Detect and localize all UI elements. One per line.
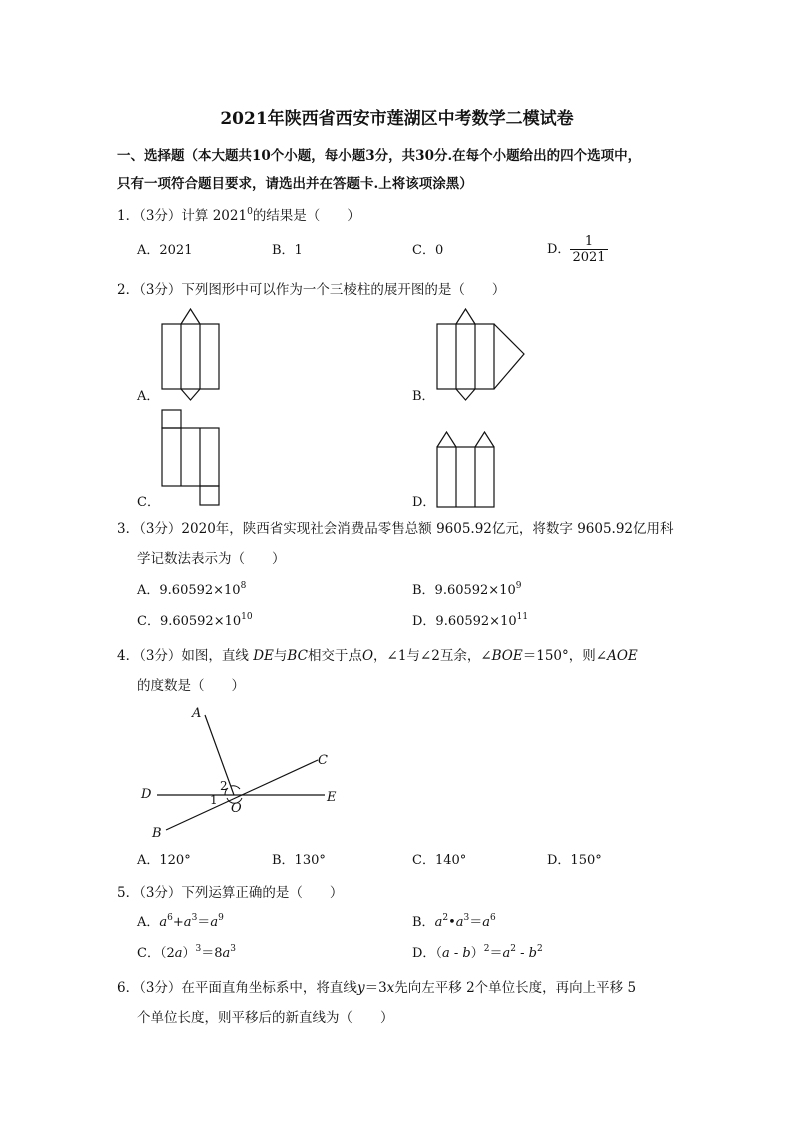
net-figure-c xyxy=(150,402,240,512)
q5-option-b[interactable]: B．$a^2•a^3=a^6$ xyxy=(412,913,496,930)
q4-option-d[interactable]: D．150° xyxy=(547,853,602,868)
section-heading-line2: 只有一项符合题目要求，请选出并在答题卡.上将该项涂黑） xyxy=(117,176,473,192)
q4-option-a[interactable]: A．120° xyxy=(137,853,191,868)
q2-option-c[interactable]: C． xyxy=(137,495,160,510)
label-o: O xyxy=(231,801,242,816)
question-2-stem: 2．（3分）下列图形中可以作为一个三棱柱的展开图的是（ ） xyxy=(117,282,506,298)
q2-option-b[interactable]: B． xyxy=(412,389,435,404)
label-angle-1: 1 xyxy=(210,793,218,807)
q3-option-a[interactable]: A．$9.60592\times 10^8$ xyxy=(137,581,247,598)
q1-option-b[interactable]: B．1 xyxy=(272,243,303,258)
q5-option-d[interactable]: D．$(a - b)^2=a^2 - b^2$ xyxy=(412,944,543,961)
question-3-line2: 学记数法表示为（ ） xyxy=(137,551,286,567)
label-angle-2: 2 xyxy=(220,779,228,793)
question-6-line2: 个单位长度，则平移后的新直线为（ ） xyxy=(137,1010,394,1026)
q4-option-c[interactable]: C．140° xyxy=(412,853,467,868)
q4-option-b[interactable]: B．130° xyxy=(272,853,326,868)
question-3-line1: 3．（3分）2020年，陕西省实现社会消费品零售总额 9605.92亿元，将数字 9605.92亿用科 xyxy=(117,521,674,537)
question-6-line1: 6．（3分）在平面直角坐标系中，将直线y＝3x先向左平移 2个单位长度，再向上平移 5 xyxy=(117,980,637,996)
q2-option-d[interactable]: D． xyxy=(412,495,436,510)
section-heading-line1: 一、选择题（本大题共10个小题，每小题3分，共30分.在每个小题给出的四个选项中， xyxy=(117,148,642,164)
question-4-line1: 4．（3分）如图，直线 DE与BC相交于点O，∠1与∠2互余，∠BOE＝150°，则∠AOE xyxy=(117,648,638,664)
label-b: B xyxy=(152,826,162,841)
net-figure-b xyxy=(425,305,535,405)
label-a: A xyxy=(192,706,202,721)
question-4-line2: 的度数是（ ） xyxy=(137,678,245,694)
q1-option-c[interactable]: C．0 xyxy=(412,243,444,258)
q5-option-a[interactable]: A．$a^6+a^3=a^9$ xyxy=(137,913,224,930)
label-c: C xyxy=(318,753,328,768)
q1-option-a[interactable]: A．2021 xyxy=(137,243,193,258)
net-figure-d xyxy=(425,420,515,515)
q3-option-d[interactable]: D．$9.60592\times 10^{11}$ xyxy=(412,612,529,629)
angle-figure xyxy=(130,700,360,845)
label-d: D xyxy=(141,787,152,802)
page-title: 2021年陕西省西安市莲湖区中考数学二模试卷 xyxy=(220,109,574,129)
q2-option-a[interactable]: A． xyxy=(137,389,160,404)
q3-option-b[interactable]: B．$9.60592\times 10^9$ xyxy=(412,581,522,598)
question-1-stem: 1．（3分）计算 2021$^0$的结果是（ ） xyxy=(117,207,361,224)
net-figure-a xyxy=(150,305,240,405)
question-5-stem: 5．（3分）下列运算正确的是（ ） xyxy=(117,885,344,901)
q3-option-c[interactable]: C．$9.60592\times 10^{10}$ xyxy=(137,612,253,629)
label-e: E xyxy=(327,790,337,805)
fraction: $\frac{1}{2021}$ xyxy=(572,234,606,265)
q1-option-d[interactable]: D． $\frac{1}{2021}$ xyxy=(547,234,606,265)
q5-option-c[interactable]: C．$(2a)^3=8a^3$ xyxy=(137,944,237,961)
